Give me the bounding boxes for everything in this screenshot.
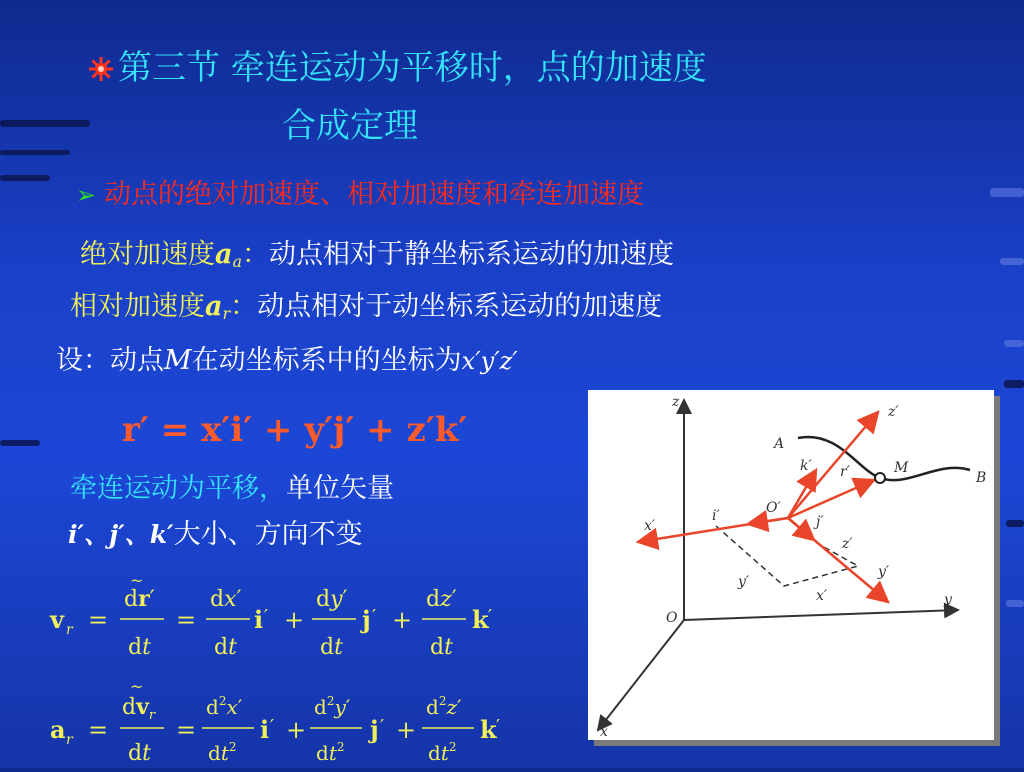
label-k-prime: k′ — [800, 458, 812, 474]
label-x-prime: x′ — [644, 518, 656, 534]
def-desc: 动点相对于静坐标系运动的加速度 — [269, 239, 675, 270]
equation-r — [122, 410, 467, 450]
svg-text:+: + — [392, 606, 413, 634]
page-title: 第三节 牵连运动为平移时，点的加速度 — [118, 48, 707, 88]
decor-stripe — [0, 440, 40, 446]
vector-j-prime — [788, 518, 814, 540]
svg-text:i: i — [260, 715, 270, 744]
def-term: 相对加速度 — [70, 291, 205, 322]
svg-text:r: r — [66, 732, 73, 748]
def-colon: ： — [242, 239, 270, 270]
decor-stripe — [0, 175, 50, 181]
axis-x — [598, 620, 684, 730]
svg-text:dt2: $dt^2$ — [428, 740, 457, 765]
axis-y — [684, 610, 958, 620]
decor-stripe — [1006, 600, 1024, 607]
def-subscript: r — [222, 304, 231, 324]
svg-text:dy′: dy′ — [316, 587, 348, 612]
label-z: z — [672, 394, 680, 410]
svg-text:v: v — [50, 605, 64, 634]
svg-text:i: i — [254, 605, 264, 634]
svg-text:′: ′ — [264, 606, 269, 627]
svg-text:dt2: $dt^2$ — [208, 740, 237, 765]
label-z-prime: z′ — [888, 404, 899, 420]
svg-text:=: = — [176, 716, 197, 744]
unit-vectors: i′、j′、k′ — [68, 520, 174, 549]
svg-text:k: k — [472, 605, 489, 634]
svg-text:k: k — [480, 715, 497, 744]
set-coords: x′y′z′ — [461, 347, 518, 375]
label-y: y — [944, 592, 952, 608]
label-j-prime: j′ — [816, 514, 824, 530]
svg-text:j: j — [362, 605, 371, 634]
svg-text:dt: dt — [320, 635, 343, 660]
set-prefix: 设：动点 — [56, 345, 164, 376]
svg-text:′: ′ — [372, 606, 377, 627]
def-relative — [70, 284, 662, 323]
label-o: O — [666, 610, 678, 626]
svg-text:=: = — [88, 606, 109, 634]
decor-stripe — [1006, 520, 1024, 527]
translation-rest: 单位矢量 — [286, 473, 394, 504]
label-i-prime: i′ — [712, 508, 720, 524]
diagram-panel — [588, 390, 994, 740]
arrow-bullet-icon: ➢ — [76, 181, 97, 209]
svg-text:dt: dt — [430, 635, 453, 660]
label-a: A — [774, 436, 785, 452]
svg-text:=: = — [176, 606, 197, 634]
decor-stripe — [990, 188, 1024, 197]
svg-text:′: ′ — [496, 716, 501, 737]
vector-i-prime — [748, 518, 788, 524]
label-m: M — [894, 460, 909, 476]
svg-text:~: ~ — [130, 572, 144, 590]
label-r-prime: r′ — [840, 464, 850, 480]
page-title-line2: 合成定理 — [282, 106, 418, 146]
label-o-prime: O′ — [766, 500, 781, 516]
svg-text:+: + — [286, 716, 307, 744]
def-symbol: a — [215, 239, 233, 270]
def-absolute — [80, 232, 674, 271]
decor-stripe — [1004, 340, 1024, 347]
set-line — [56, 338, 518, 377]
def-colon: ： — [230, 291, 258, 322]
svg-text:′: ′ — [488, 606, 493, 627]
svg-text:′: ′ — [380, 716, 385, 737]
translation-line — [70, 466, 394, 505]
label-x: x — [600, 724, 608, 740]
svg-text:~: ~ — [130, 677, 144, 696]
svg-text:d2y′: $d^2y'$ — [314, 694, 351, 719]
svg-text:+: + — [396, 716, 417, 744]
decor-stripe — [1000, 258, 1024, 265]
title-bullet-icon — [88, 56, 114, 82]
translation-rest2: 大小、方向不变 — [173, 519, 363, 550]
translation-line2 — [68, 512, 363, 551]
set-m: M — [164, 345, 192, 376]
equation-ar — [48, 676, 528, 768]
decor-stripe — [1004, 380, 1024, 388]
point-m — [875, 473, 885, 483]
svg-text:=: = — [88, 716, 109, 744]
label-y-prime-proj: y′ — [738, 574, 750, 590]
svg-text:+: + — [284, 606, 305, 634]
svg-text:d2x′: $d^2x'$ — [206, 694, 243, 719]
svg-text:dvr: $dv_r$ — [122, 694, 156, 723]
label-x-prime-proj: x′ — [816, 588, 828, 604]
decor-stripe — [0, 120, 90, 127]
def-subscript: a — [232, 252, 243, 272]
svg-text:j: j — [370, 715, 379, 744]
svg-text:r: r — [66, 622, 73, 638]
def-symbol: a — [205, 291, 223, 322]
equation-vr — [48, 572, 528, 668]
svg-text:dr′: dr′ — [124, 586, 155, 612]
def-term: 绝对加速度 — [80, 239, 215, 270]
svg-text:′: ′ — [270, 716, 275, 737]
eq-r-text: r′ = x′i′ + y′j′ + z′k′ — [122, 410, 468, 450]
decor-stripe — [0, 150, 70, 155]
svg-text:d2z′: $d^2z'$ — [426, 694, 462, 719]
section-subheading: 动点的绝对加速度、相对加速度和牵连加速度 — [104, 179, 644, 210]
svg-text:dt: dt — [214, 635, 237, 660]
svg-text:dx′: dx′ — [210, 587, 242, 612]
svg-text:dt2: $dt^2$ — [316, 740, 345, 765]
translation-label: 牵连运动为平移， — [70, 473, 286, 504]
def-desc: 动点相对于动坐标系运动的加速度 — [257, 291, 663, 322]
label-y-prime: y′ — [878, 564, 890, 580]
svg-text:a: a — [50, 715, 66, 744]
set-mid: 在动坐标系中的坐标为 — [191, 345, 462, 376]
label-z-prime-proj: z′ — [842, 536, 853, 552]
svg-text:dz′: dz′ — [426, 587, 457, 612]
vector-r-prime — [788, 480, 874, 518]
label-b: B — [976, 470, 987, 486]
svg-text:dt: dt — [128, 741, 151, 766]
svg-text:dt: dt — [128, 635, 151, 660]
